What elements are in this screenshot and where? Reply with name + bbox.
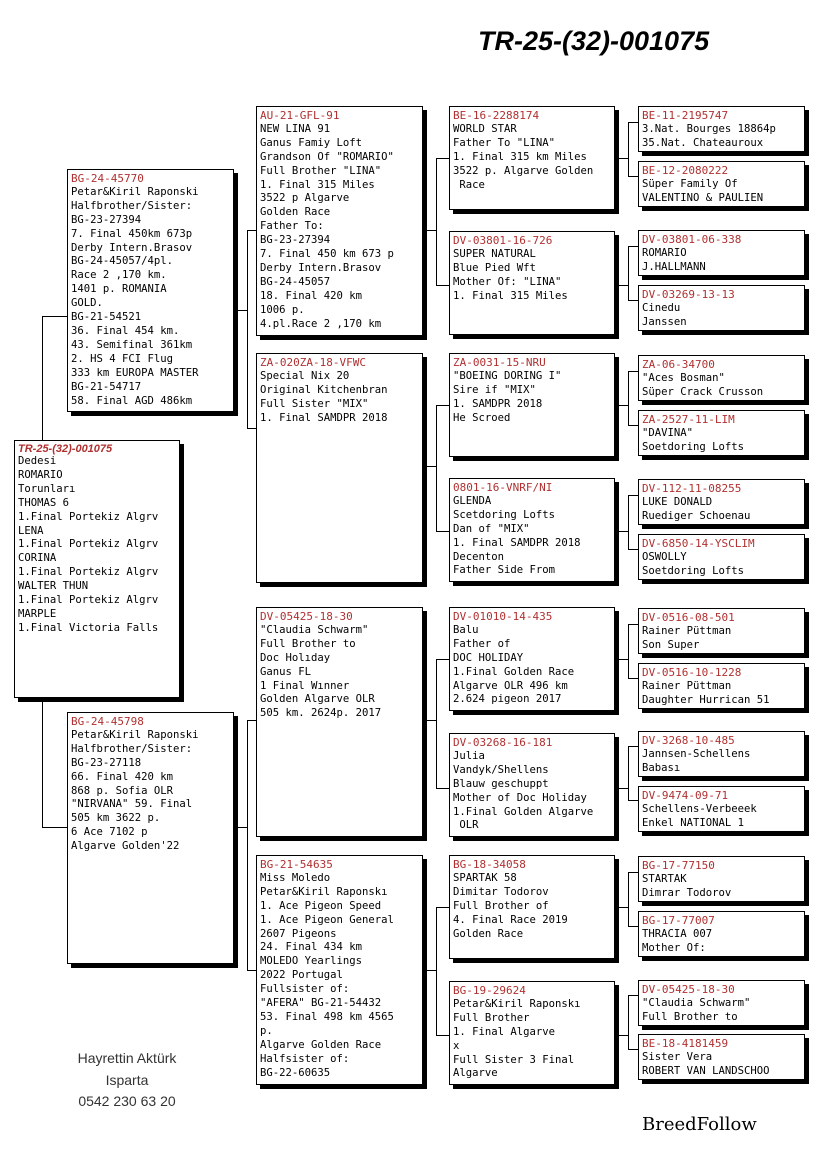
detail-line: Babası xyxy=(642,761,681,774)
detail-line: Father Side From xyxy=(453,564,556,577)
connector-line xyxy=(436,907,450,908)
detail-line: "Claudia Schwarm" xyxy=(642,996,751,1009)
detail-line: GLENDA xyxy=(453,494,492,507)
detail-line: Ganus Famiy Loft xyxy=(260,136,363,149)
detail-line: VALENTINO & PAULIEN xyxy=(642,191,764,204)
detail-line: Algarve xyxy=(453,1067,498,1080)
connector-line xyxy=(234,310,248,311)
dam-card[interactable] xyxy=(67,712,234,964)
detail-line: 36. Final 454 km. xyxy=(71,324,180,337)
detail-line: Full Sister "MIX" xyxy=(260,397,369,410)
connector-line xyxy=(42,698,43,827)
connector-line xyxy=(615,907,629,908)
detail-line: Petar&Kiril Raponski xyxy=(71,185,199,198)
ancestor-details xyxy=(642,427,801,455)
great-grandparent-details xyxy=(453,370,611,426)
ancestor-details xyxy=(642,247,801,275)
connector-line xyxy=(436,907,437,1035)
ancestor-ring-number: BE-11-2195747 xyxy=(642,109,729,122)
connector-line xyxy=(615,659,629,660)
detail-line: Mother of Doc Holiday xyxy=(453,791,587,804)
detail-line: LENA xyxy=(18,524,44,537)
detail-line: WORLD STAR xyxy=(453,122,517,135)
detail-line: "NIRVANA" 59. Final xyxy=(71,798,193,811)
detail-line: GOLD. xyxy=(71,297,103,310)
grandparent-card[interactable] xyxy=(256,106,423,336)
detail-line: 1 Final Wınner xyxy=(260,679,350,692)
connector-line xyxy=(436,158,450,159)
detail-line: 868 p. Sofia OLR xyxy=(71,784,174,797)
ancestor-ring-number: DV-03269-13-13 xyxy=(642,288,735,301)
connector-line xyxy=(247,720,248,970)
ancestor-card[interactable] xyxy=(638,663,805,709)
great-grandparent-ring-number: 0801-16-VNRF/NI xyxy=(453,481,553,494)
detail-line: 7. Final 450km 673p xyxy=(71,227,193,240)
great-grandparent-details xyxy=(453,872,611,942)
connector-line xyxy=(628,624,629,678)
detail-line: Father of xyxy=(453,637,511,650)
connector-line xyxy=(436,405,437,531)
connector-line xyxy=(436,531,450,532)
detail-line: Petar&Kiril Raponskı xyxy=(453,997,581,1010)
connector-line xyxy=(628,246,629,300)
ancestor-ring-number: ZA-06-34700 xyxy=(642,358,715,371)
grandparent-card[interactable] xyxy=(256,855,423,1085)
great-grandparent-ring-number: DV-03268-16-181 xyxy=(453,736,553,749)
connector-line xyxy=(615,531,629,532)
detail-line: 4. Final Race 2019 xyxy=(453,913,568,926)
detail-line: 1. Final SAMDPR 2018 xyxy=(453,536,581,549)
great-grandparent-details xyxy=(453,495,611,578)
detail-line: 1.Final Portekiz Algrv xyxy=(18,538,159,551)
detail-line: Petar&Kiril Raponskı xyxy=(260,885,388,898)
connector-line xyxy=(42,316,68,317)
ancestor-card[interactable] xyxy=(638,161,805,207)
detail-line: Full Sister 3 Final xyxy=(453,1053,575,1066)
grandparent-card[interactable] xyxy=(256,353,423,583)
detail-line: 24. Final 434 km xyxy=(260,941,363,954)
detail-line: Algarve OLR 496 km xyxy=(453,679,568,692)
ancestor-card[interactable] xyxy=(638,856,805,902)
detail-line: THRACIA 007 xyxy=(642,927,713,940)
ancestor-details xyxy=(642,302,801,330)
connector-line xyxy=(615,158,629,159)
connector-line xyxy=(615,285,629,286)
ancestor-ring-number: DV-0516-08-501 xyxy=(642,611,735,624)
connector-line xyxy=(436,1035,450,1036)
detail-line: Halfsister of: xyxy=(260,1052,350,1065)
detail-line: 7. Final 450 km 673 p xyxy=(260,248,394,261)
dam-details xyxy=(71,729,230,854)
detail-line: 1.Final Portekiz Algrv xyxy=(18,594,159,607)
detail-line: Petar&Kiril Raponski xyxy=(71,728,199,741)
ancestor-card[interactable] xyxy=(638,1034,805,1080)
grandparent-card[interactable] xyxy=(256,607,423,837)
great-grandparent-ring-number: DV-01010-14-435 xyxy=(453,610,553,623)
ancestor-details xyxy=(642,928,801,956)
ancestor-card[interactable] xyxy=(638,410,805,456)
detail-line: 3.Nat. Bourges 18864p xyxy=(642,122,776,135)
breeder-city: Isparta xyxy=(105,1072,149,1088)
sire-ring-number: BG-24-45770 xyxy=(71,172,144,185)
grandparent-details xyxy=(260,872,419,1081)
detail-line: CORINA xyxy=(18,552,57,565)
connector-line xyxy=(615,405,629,406)
ancestor-details xyxy=(642,551,801,579)
connector-line xyxy=(436,405,450,406)
detail-line: "Aces Bosman" xyxy=(642,371,725,384)
detail-line: MOLEDO Yearlings xyxy=(260,955,363,968)
connector-line xyxy=(42,827,68,828)
detail-line: 35.Nat. Chateauroux xyxy=(642,136,764,149)
ancestor-card[interactable] xyxy=(638,731,805,777)
connector-line xyxy=(42,316,43,441)
great-grandparent-details xyxy=(453,624,611,707)
detail-line: Julia xyxy=(453,749,485,762)
ancestor-card[interactable] xyxy=(638,106,805,152)
detail-line: Mother Of: "LINA" xyxy=(453,275,562,288)
detail-line: "Claudia Schwarm" xyxy=(260,623,369,636)
great-grandparent-details xyxy=(453,998,611,1081)
detail-line: Vandyk/Shellens xyxy=(453,763,549,776)
detail-line: Race xyxy=(453,178,485,191)
ancestor-ring-number: DV-03801-06-338 xyxy=(642,233,742,246)
detail-line: ROMARIO xyxy=(642,246,687,259)
brand-logo-text: BreedFollow xyxy=(642,1114,757,1135)
great-grandparent-card[interactable] xyxy=(449,353,615,457)
detail-line: 505 km. 2624p. 2017 xyxy=(260,707,382,720)
detail-line: Algarve Golden Race xyxy=(260,1038,382,1051)
detail-line: Golden Race xyxy=(453,927,524,940)
grandparent-ring-number: AU-21-GFL-91 xyxy=(260,109,340,122)
connector-line xyxy=(628,122,629,176)
detail-line: LUKE DONALD xyxy=(642,495,713,508)
detail-line: WALTER THUN xyxy=(18,580,89,593)
ring-number-title: TR-25-(32)-001075 xyxy=(478,26,710,56)
connector-line xyxy=(423,230,437,231)
connector-line xyxy=(436,158,437,285)
connector-line xyxy=(628,872,629,926)
detail-line: Blauw geschuppt xyxy=(453,777,549,790)
detail-line: 4.pl.Race 2 ,170 km xyxy=(260,317,382,330)
ancestor-details xyxy=(642,625,801,653)
detail-line: Fullsister of: xyxy=(260,983,350,996)
detail-line: THOMAS 6 xyxy=(18,496,70,509)
ancestor-card[interactable] xyxy=(638,285,805,331)
detail-line: BG-23-27118 xyxy=(71,756,142,769)
detail-line: Janssen xyxy=(642,315,687,328)
ancestor-details xyxy=(642,680,801,708)
connector-line xyxy=(615,788,629,789)
detail-line: Original Kitchenbran xyxy=(260,383,388,396)
great-grandparent-details xyxy=(453,750,611,833)
detail-line: 2607 Pigeons xyxy=(260,927,337,940)
detail-line: 2022 Portugal xyxy=(260,969,343,982)
detail-line: 1006 p. xyxy=(260,303,305,316)
dam-ring-number: BG-24-45798 xyxy=(71,715,144,728)
ancestor-details xyxy=(642,997,801,1025)
detail-line: 3522 p. Algarve Golden xyxy=(453,164,594,177)
ancestor-card[interactable] xyxy=(638,355,805,401)
detail-line: 1.Final Portekiz Algrv xyxy=(18,566,159,579)
great-grandparent-ring-number: BG-18-34058 xyxy=(453,858,526,871)
detail-line: DOC HOLIDAY xyxy=(453,651,524,664)
detail-line: Doc Holıday xyxy=(260,651,331,664)
detail-line: ROMARIO xyxy=(18,468,63,481)
detail-line: Full Brother "LINA" xyxy=(260,164,382,177)
grandparent-details xyxy=(260,123,419,332)
detail-line: BG-21-54717 xyxy=(71,380,142,393)
detail-line: Rainer Püttman xyxy=(642,624,732,637)
detail-line: 505 km 3622 p. xyxy=(71,812,161,825)
ancestor-details xyxy=(642,1051,801,1079)
ancestor-details xyxy=(642,178,801,206)
ancestor-card[interactable] xyxy=(638,534,805,580)
detail-line: Golden Algarve OLR xyxy=(260,693,375,706)
great-grandparent-card[interactable] xyxy=(449,231,615,335)
detail-line: J.HALLMANN xyxy=(642,260,706,273)
detail-line: Balu xyxy=(453,623,479,636)
subject-details xyxy=(18,455,176,636)
detail-line: p. xyxy=(260,1024,273,1037)
detail-line: BG-22-60635 xyxy=(260,1066,331,1079)
detail-line: 1. Final SAMDPR 2018 xyxy=(260,411,388,424)
connector-line xyxy=(234,827,248,828)
detail-line: ROBERT VAN LANDSCHOO xyxy=(642,1064,770,1077)
detail-line: Halfbrother/Sister: xyxy=(71,199,193,212)
ancestor-card[interactable] xyxy=(638,608,805,654)
subject-pigeon-card[interactable] xyxy=(14,440,180,698)
detail-line: Halfbrother/Sister: xyxy=(71,742,193,755)
ancestor-ring-number: ZA-2527-11-LIM xyxy=(642,413,735,426)
detail-line: Scetdoring Lofts xyxy=(453,508,556,521)
detail-line: Dedesi xyxy=(18,455,57,467)
detail-line: Enkel NATIONAL 1 xyxy=(642,816,745,829)
connector-line xyxy=(423,970,437,971)
detail-line: SUPER NATURAL xyxy=(453,247,536,260)
connector-line xyxy=(615,1035,629,1036)
great-grandparent-details xyxy=(453,123,611,193)
ancestor-card[interactable] xyxy=(638,230,805,276)
detail-line: Süper Family Of xyxy=(642,177,738,190)
ancestor-details xyxy=(642,803,801,831)
detail-line: Dimitar Todorov xyxy=(453,885,549,898)
detail-line: 1. SAMDPR 2018 xyxy=(453,397,543,410)
detail-line: Rainer Püttman xyxy=(642,679,732,692)
detail-line: Father To: xyxy=(260,220,324,233)
detail-line: 2.624 pigeon 2017 xyxy=(453,693,562,706)
connector-line xyxy=(423,720,437,721)
ancestor-ring-number: BE-18-4181459 xyxy=(642,1037,729,1050)
grandparent-ring-number: BG-21-54635 xyxy=(260,858,333,871)
detail-line: Full Brother xyxy=(453,1011,530,1024)
ancestor-ring-number: DV-3268-10-485 xyxy=(642,734,735,747)
detail-line: OSWOLLY xyxy=(642,550,687,563)
ancestor-details xyxy=(642,123,801,151)
detail-line: OLR xyxy=(453,819,479,832)
detail-line: 1. Final 315 Miles xyxy=(260,178,375,191)
detail-line: Special Nix 20 xyxy=(260,369,350,382)
detail-line: Algarve Golden'22 xyxy=(71,840,180,853)
great-grandparent-card[interactable] xyxy=(449,733,615,837)
detail-line: 1401 p. ROMANIA xyxy=(71,283,167,296)
detail-line: 58. Final AGD 486km xyxy=(71,394,193,407)
breeder-phone: 0542 230 63 20 xyxy=(78,1093,176,1109)
great-grandparent-card[interactable] xyxy=(449,106,615,210)
ancestor-details xyxy=(642,496,801,524)
great-grandparent-card[interactable] xyxy=(449,478,615,582)
detail-line: Daughter Hurrican 51 xyxy=(642,693,770,706)
connector-line xyxy=(436,659,450,660)
detail-line: Soetdoring Lofts xyxy=(642,440,745,453)
grandparent-details xyxy=(260,624,419,721)
connector-line xyxy=(423,466,437,467)
detail-line: Full Brother of xyxy=(453,899,549,912)
ancestor-card[interactable] xyxy=(638,786,805,832)
detail-line: Cinedu xyxy=(642,301,681,314)
connector-line xyxy=(436,659,437,788)
ancestor-ring-number: BG-17-77007 xyxy=(642,914,715,927)
great-grandparent-details xyxy=(453,248,611,304)
detail-line: Torunları xyxy=(18,482,76,495)
ancestor-ring-number: BG-17-77150 xyxy=(642,859,715,872)
great-grandparent-card[interactable] xyxy=(449,981,615,1085)
detail-line: BG-23-27394 xyxy=(71,213,142,226)
detail-line: Schellens-Verbeeek xyxy=(642,802,757,815)
detail-line: 6 Ace 7102 p xyxy=(71,826,148,839)
detail-line: BG-21-54521 xyxy=(71,311,142,324)
detail-line: "DAVINA" xyxy=(642,426,694,439)
ancestor-card[interactable] xyxy=(638,980,805,1026)
detail-line: BG-23-27394 xyxy=(260,234,331,247)
ancestor-details xyxy=(642,372,801,400)
connector-line xyxy=(628,746,629,800)
detail-line: Sire if "MIX" xyxy=(453,383,536,396)
breeder-name: Hayrettin Aktürk xyxy=(77,1050,177,1066)
great-grandparent-ring-number: BE-16-2288174 xyxy=(453,109,540,122)
detail-line: Derby Intern.Brasov xyxy=(71,241,193,254)
detail-line: STARTAK xyxy=(642,872,687,885)
grandparent-ring-number: DV-05425-18-30 xyxy=(260,610,353,623)
sire-card[interactable] xyxy=(67,169,234,412)
detail-line: 18. Final 420 km xyxy=(260,289,363,302)
detail-line: Miss Moledo xyxy=(260,871,331,884)
detail-line: 2. HS 4 FCI Flug xyxy=(71,352,174,365)
subject-ring-number: TR-25-(32)-001075 xyxy=(18,443,113,455)
ancestor-ring-number: DV-05425-18-30 xyxy=(642,983,735,996)
ancestor-card[interactable] xyxy=(638,479,805,525)
detail-line: Soetdoring Lofts xyxy=(642,564,745,577)
connector-line xyxy=(436,788,450,789)
detail-line: Full Brother to xyxy=(260,637,356,650)
sire-details xyxy=(71,186,230,409)
detail-line: Ruediger Schoenau xyxy=(642,509,751,522)
detail-line: 1. Final Algarve xyxy=(453,1025,556,1038)
detail-line: 53. Final 498 km 4565 xyxy=(260,1010,394,1023)
ancestor-ring-number: DV-0516-10-1228 xyxy=(642,666,742,679)
detail-line: SPARTAK 58 xyxy=(453,871,517,884)
detail-line: Derby Intern.Brasov xyxy=(260,261,382,274)
detail-line: Ganus FL xyxy=(260,665,312,678)
detail-line: 1. Final 315 km Miles xyxy=(453,150,587,163)
detail-line: 1. Final 315 Miles xyxy=(453,289,568,302)
detail-line: Decenton xyxy=(453,550,505,563)
connector-line xyxy=(628,371,629,425)
ancestor-ring-number: DV-112-11-08255 xyxy=(642,482,742,495)
ancestor-ring-number: DV-6850-14-YSCLIM xyxy=(642,537,755,550)
detail-line: Golden Race xyxy=(260,206,331,219)
detail-line: Race 2 ,170 km. xyxy=(71,269,167,282)
detail-line: MARPLE xyxy=(18,607,57,620)
great-grandparent-card[interactable] xyxy=(449,607,615,711)
detail-line: Full Brother to xyxy=(642,1010,738,1023)
detail-line: 1. Ace Pigeon General xyxy=(260,913,394,926)
detail-line: Dan of "MIX" xyxy=(453,522,530,535)
detail-line: Jannsen-Schellens xyxy=(642,747,751,760)
connector-line xyxy=(247,230,248,428)
great-grandparent-ring-number: BG-19-29624 xyxy=(453,984,526,997)
detail-line: Son Super xyxy=(642,638,700,651)
detail-line: Father To "LINA" xyxy=(453,136,556,149)
detail-line: He Scroed xyxy=(453,411,511,424)
great-grandparent-ring-number: DV-03801-16-726 xyxy=(453,234,553,247)
grandparent-ring-number: ZA-020ZA-18-VFWC xyxy=(260,356,366,369)
detail-line: BG-24-45057 xyxy=(260,275,331,288)
great-grandparent-ring-number: ZA-0031-15-NRU xyxy=(453,356,546,369)
detail-line: 3522 p Algarve xyxy=(260,192,350,205)
detail-line: NEW LINA 91 xyxy=(260,122,331,135)
grandparent-details xyxy=(260,370,419,426)
connector-line xyxy=(436,285,450,286)
detail-line: 66. Final 420 km xyxy=(71,770,174,783)
detail-line: "BOEING DORING I" xyxy=(453,369,562,382)
detail-line: 1. Ace Pigeon Speed xyxy=(260,899,382,912)
ancestor-details xyxy=(642,748,801,776)
detail-line: "AFERA" BG-21-54432 xyxy=(260,997,382,1010)
ancestor-details xyxy=(642,873,801,901)
detail-line: BG-24-45057/4pl. xyxy=(71,255,174,268)
ancestor-ring-number: DV-9474-09-71 xyxy=(642,789,729,802)
ancestor-ring-number: BE-12-2080222 xyxy=(642,164,729,177)
detail-line: 1.Final Golden Race xyxy=(453,665,575,678)
detail-line: 333 km EUROPA MASTER xyxy=(71,366,199,379)
detail-line: Dimrar Todorov xyxy=(642,886,732,899)
detail-line: Mother Of: xyxy=(642,941,706,954)
detail-line: Sister Vera xyxy=(642,1050,713,1063)
detail-line: 1.Final Victoria Falls xyxy=(18,621,159,634)
detail-line: Blue Pied Wft xyxy=(453,261,536,274)
detail-line: 1.Final Portekiz Algrv xyxy=(18,510,159,523)
detail-line: 43. Semifinal 361km xyxy=(71,338,193,351)
detail-line: 1.Final Golden Algarve xyxy=(453,805,594,818)
detail-line: Grandson Of "ROMARIO" xyxy=(260,150,394,163)
detail-line: x xyxy=(453,1039,460,1052)
great-grandparent-card[interactable] xyxy=(449,855,615,959)
detail-line: Süper Crack Crusson xyxy=(642,385,764,398)
connector-line xyxy=(628,995,629,1049)
ancestor-card[interactable] xyxy=(638,911,805,957)
connector-line xyxy=(628,495,629,549)
